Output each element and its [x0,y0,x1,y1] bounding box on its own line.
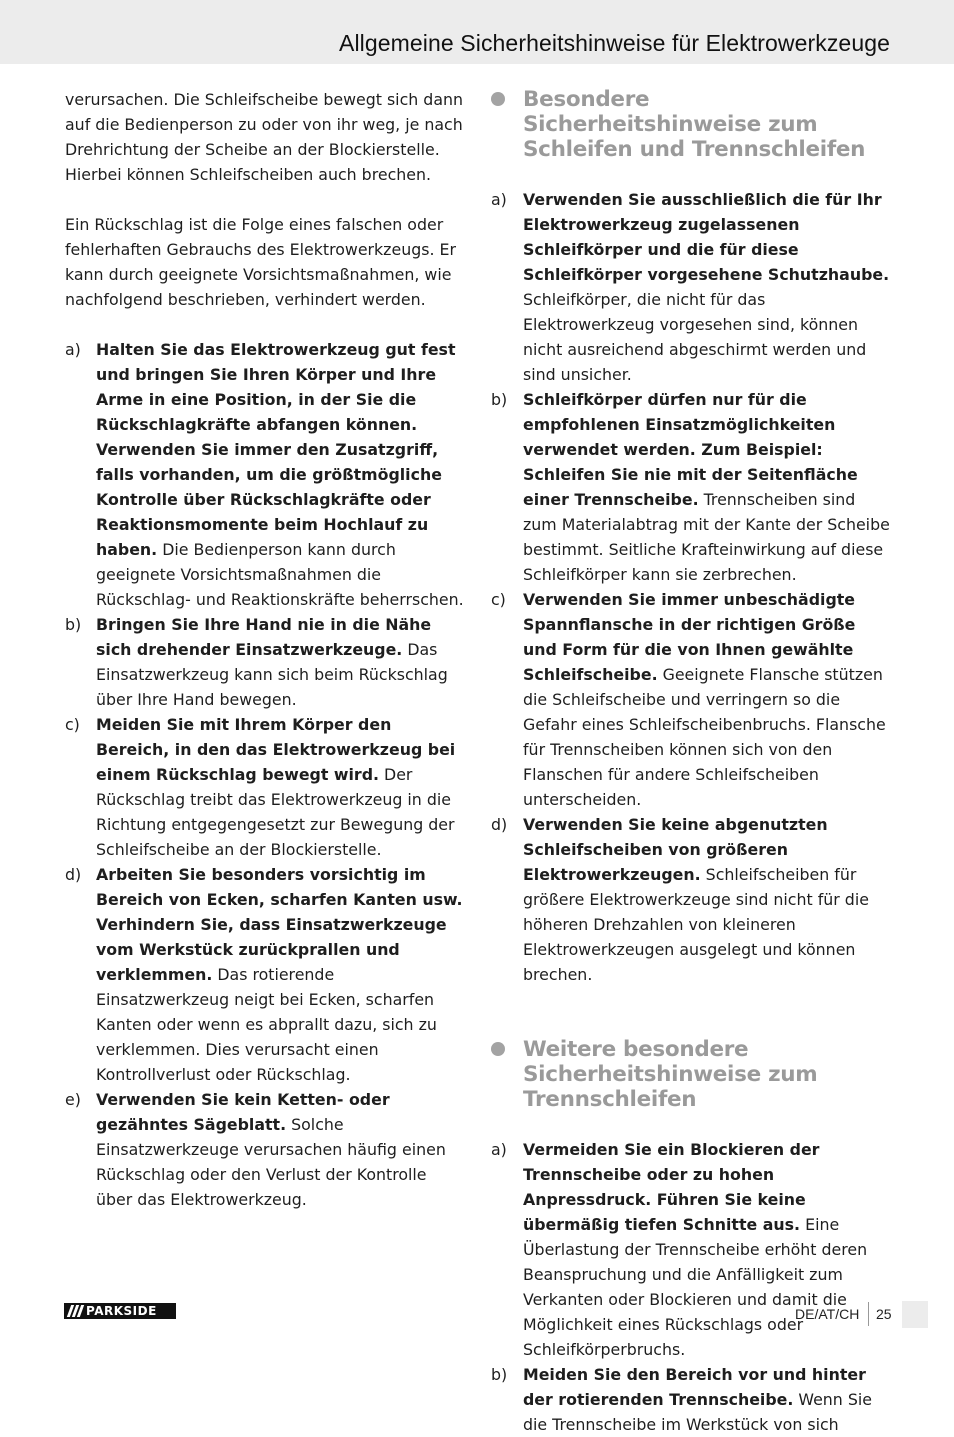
list-item [491,587,891,812]
paragraph: verursachen. Die Schleifscheibe bewegt sich dann auf die Bedienperson zu oder von ihr weg, je nach Drehrichtung der Scheibe an der Blockierstelle. Hierbei können Schleifscheiben auch brechen. [65,90,464,184]
section-heading [491,87,891,162]
item-bold-text: Arbeiten Sie besonders vorsichtig im Bereich von Ecken, scharfen Kanten usw. Verhindern Sie, dass Einsatzwerkzeuge vom Werkstück zurückprallen und verklemmen. [96,865,463,984]
item-bold-text: Verwenden Sie keine abgenutzten Schleifscheiben von größeren Elektrowerkzeugen. [523,815,828,884]
list-item [491,187,891,387]
country-codes: DE/AT/CH [795,1306,860,1322]
item-letter: a) [491,1140,507,1159]
bullet-icon [491,1042,505,1056]
page-header [0,0,954,64]
list-item [491,387,891,587]
item-text: Eine Überlastung der Trennscheibe erhöht deren Beanspruchung und die Anfälligkeit zum Verkanten oder Blockieren und damit die Möglichkeit eines Rückschlags oder Schleifkörperbruchs. [523,1215,868,1359]
section-heading-text: Weitere besondere Sicherheitshinweise zum Trennschleifen [523,1037,818,1112]
bullet-icon [491,92,505,106]
list-item [65,612,465,712]
item-letter: c) [491,590,506,609]
list-item [491,812,891,987]
item-text: Das Einsatzwerkzeug kann sich beim Rückschlag über Ihre Hand bewegen. [96,640,448,709]
item-text: Wenn Sie die Trennscheibe im Werkstück von sich [523,1390,872,1434]
list-item [491,1362,891,1437]
item-bold-text: Meiden Sie den Bereich vor und hinter der rotierenden Trennscheibe. [523,1365,866,1409]
page-title: Allgemeine Sicherheitshinweise für Elektrowerkzeuge [339,30,890,56]
logo-stripes-icon [64,1303,86,1319]
item-text: Solche Einsatzwerkzeuge verursachen häufig einen Rückschlag oder den Verlust der Kontrolle über das Elektrowerkzeug. [96,1115,446,1209]
paragraph: Ein Rückschlag ist die Folge eines falschen oder fehlerhaften Gebrauchs des Elektrowerkzeugs. Er kann durch geeignete Vorsichtsmaßnahmen, wie nachfolgend beschrieben, verhindert werden. [65,215,456,309]
left-column [65,87,465,1212]
item-bold-text: Verwenden Sie immer unbeschädigte Spannflansche in der richtigen Größe und Form für die von Ihnen gewählte Schleifscheibe. [523,590,856,684]
item-text: Der Rückschlag treibt das Elektrowerkzeug in die Richtung entgegengesetzt zur Bewegung der Schleifscheibe an der Blockierstelle. [96,765,455,859]
section-heading-text: Besondere Sicherheitshinweise zum Schleifen und Trennschleifen [523,87,866,162]
item-bold-text: Bringen Sie Ihre Hand nie in die Nähe sich drehender Einsatzwerkzeuge. [96,615,432,659]
right-column [491,87,891,1437]
item-bold-text: Schleifkörper dürfen nur für die empfohlenen Einsatzmöglichkeiten verwendet werden. Zum Beispiel: Schleifen Sie nie mit der Seitenfläche einer Trennscheibe. [523,390,858,509]
brand-name: PARKSIDE [86,1304,157,1318]
item-letter: b) [491,390,508,409]
item-letter: c) [65,715,80,734]
list-item [65,712,465,862]
page-number: 25 [876,1306,892,1322]
list-item [65,862,465,1087]
list-item [491,1137,891,1362]
section-heading [491,1037,891,1112]
item-letter: d) [65,865,82,884]
item-letter: a) [491,190,507,209]
item-letter: a) [65,340,81,359]
list-item [65,1087,465,1212]
item-text: Die Bedienperson kann durch geeignete Vorsichtsmaßnahmen die Rückschlag- und Reaktionskräfte beherrschen. [96,540,464,609]
item-letter: e) [65,1090,81,1109]
item-text: Schleifkörper, die nicht für das Elektrowerkzeug vorgesehen sind, können nicht ausreichend abgeschirmt werden und sind unsicher. [523,290,867,384]
item-bold-text: Vermeiden Sie ein Blockieren der Trennscheibe oder zu hohen Anpressdruck. Führen Sie keine übermäßig tiefen Schnitte aus. [523,1140,820,1234]
item-letter: d) [491,815,508,834]
item-letter: b) [491,1365,508,1384]
item-bold-text: Meiden Sie mit Ihrem Körper den Bereich, in den das Elektrowerkzeug bei einem Rückschlag bewegt wird. [96,715,456,784]
item-bold-text: Verwenden Sie kein Ketten- oder gezähntes Sägeblatt. [96,1090,390,1134]
item-text: Trennscheiben sind zum Materialabtrag mit der Kante der Scheibe bestimmt. Seitliche Krafteinwirkung auf diese Schleifkörper kann sie zerbrechen. [523,490,890,584]
footer-divider [868,1302,869,1326]
list-item [65,337,465,612]
parkside-logo [64,1303,176,1319]
item-bold-text: Verwenden Sie ausschließlich die für Ihr Elektrowerkzeug zugelassenen Schleifkörper und die für diese Schleifkörper vorgesehene Schutzhaube. [523,190,890,284]
item-text: Geeignete Flansche stützen die Schleifscheibe und verringern so die Gefahr eines Schleifscheibenbruchs. Flansche für Trennscheiben können sich von den Flanschen für andere Schleifscheiben unterscheiden. [523,665,886,809]
item-letter: b) [65,615,82,634]
item-text: Schleifscheiben für größere Elektrowerkzeuge sind nicht für die höheren Drehzahlen von kleineren Elektrowerkzeugen ausgelegt und können brechen. [523,865,869,984]
item-text: Das rotierende Einsatzwerkzeug neigt bei Ecken, scharfen Kanten oder wenn es abprallt dazu, sich zu verklemmen. Dies verursacht einen Kontrollverlust oder Rückschlag. [96,965,437,1084]
item-bold-text: Halten Sie das Elektrowerkzeug gut fest und bringen Sie Ihren Körper und Ihre Arme in eine Position, in der Sie die Rückschlagkräfte abfangen können. Verwenden Sie immer den Zusatzgriff, falls vorhanden, um die größtmögliche Kontrolle über Rückschlagkräfte oder Reaktionsmomente beim Hochlauf zu haben. [96,340,456,559]
footer-tab [902,1301,928,1328]
